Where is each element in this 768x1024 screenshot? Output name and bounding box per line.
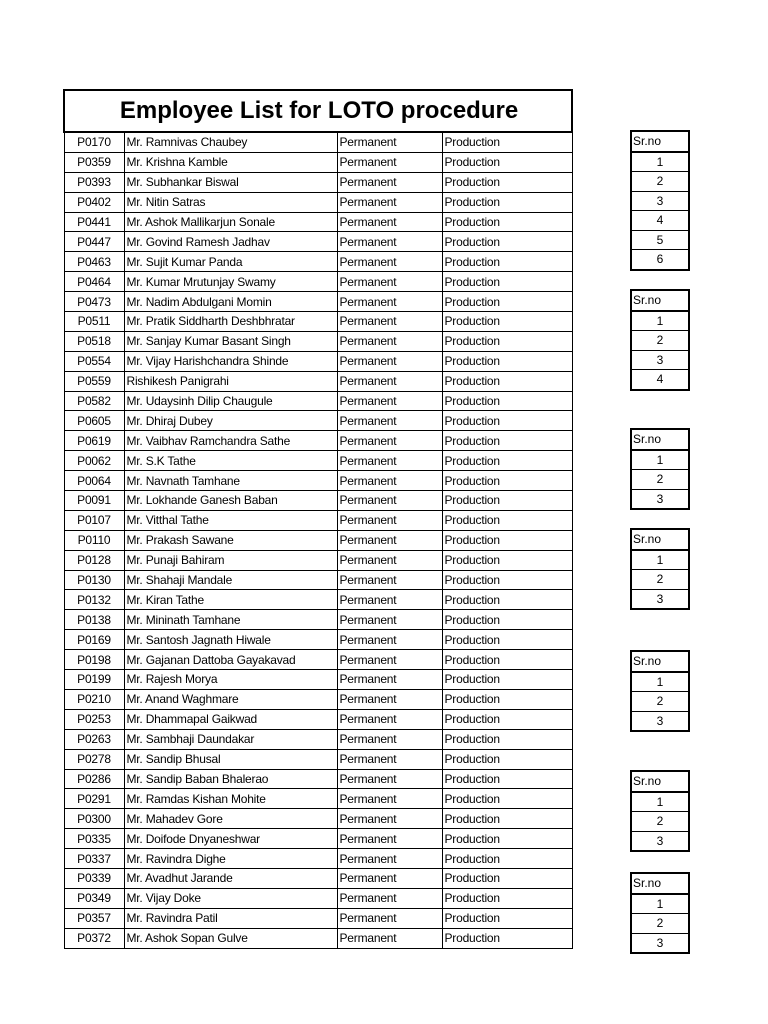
table-row — [64, 132, 572, 152]
employment-type: Permanent — [337, 292, 442, 312]
table-row — [64, 550, 572, 570]
employment-type: Permanent — [337, 908, 442, 928]
employment-type: Permanent — [337, 670, 442, 690]
employee-code: P0170 — [64, 132, 124, 152]
sr-value: 2 — [631, 470, 689, 490]
employee-name: Mr. Dhammapal Gaikwad — [124, 709, 337, 729]
employee-name: Mr. Pratik Siddharth Deshbhratar — [124, 312, 337, 332]
table-row — [64, 510, 572, 530]
employee-name: Mr. Navnath Tamhane — [124, 471, 337, 491]
employment-type: Permanent — [337, 172, 442, 192]
sr-header: Sr.no — [631, 529, 689, 550]
department: Production — [442, 749, 572, 769]
table-row — [64, 272, 572, 292]
employee-name: Mr. S.K Tathe — [124, 451, 337, 471]
employee-code: P0402 — [64, 192, 124, 212]
employee-code: P0372 — [64, 928, 124, 948]
employment-type: Permanent — [337, 729, 442, 749]
sr-table-5 — [630, 650, 690, 732]
table-row — [64, 292, 572, 312]
table-row — [64, 391, 572, 411]
department: Production — [442, 849, 572, 869]
department: Production — [442, 610, 572, 630]
employment-type: Permanent — [337, 471, 442, 491]
department: Production — [442, 132, 572, 152]
employee-code: P0064 — [64, 471, 124, 491]
department: Production — [442, 491, 572, 511]
table-row — [64, 192, 572, 212]
sr-value: 1 — [631, 450, 689, 470]
department: Production — [442, 590, 572, 610]
employment-type: Permanent — [337, 570, 442, 590]
sr-value: 2 — [631, 570, 689, 590]
employment-type: Permanent — [337, 809, 442, 829]
table-row — [64, 908, 572, 928]
employee-table — [63, 89, 573, 949]
table-row — [64, 829, 572, 849]
sr-value: 4 — [631, 211, 689, 231]
employee-name: Mr. Ravindra Dighe — [124, 849, 337, 869]
employee-code: P0210 — [64, 689, 124, 709]
employee-name: Mr. Sanjay Kumar Basant Singh — [124, 331, 337, 351]
department: Production — [442, 451, 572, 471]
sr-value: 3 — [631, 350, 689, 370]
department: Production — [442, 789, 572, 809]
department: Production — [442, 630, 572, 650]
table-row — [64, 590, 572, 610]
department: Production — [442, 471, 572, 491]
table-row — [64, 849, 572, 869]
employment-type: Permanent — [337, 152, 442, 172]
employee-code: P0169 — [64, 630, 124, 650]
department: Production — [442, 868, 572, 888]
employee-code: P0107 — [64, 510, 124, 530]
table-row — [64, 530, 572, 550]
department: Production — [442, 530, 572, 550]
employee-code: P0199 — [64, 670, 124, 690]
employee-name: Mr. Prakash Sawane — [124, 530, 337, 550]
employee-name: Mr. Vaibhav Ramchandra Sathe — [124, 431, 337, 451]
department: Production — [442, 232, 572, 252]
employment-type: Permanent — [337, 709, 442, 729]
employment-type: Permanent — [337, 849, 442, 869]
sr-value: 3 — [631, 933, 689, 953]
department: Production — [442, 351, 572, 371]
employee-name: Mr. Dhiraj Dubey — [124, 411, 337, 431]
sr-value: 3 — [631, 711, 689, 731]
employment-type: Permanent — [337, 590, 442, 610]
employee-name: Rishikesh Panigrahi — [124, 371, 337, 391]
employment-type: Permanent — [337, 868, 442, 888]
employee-name: Mr. Ramnivas Chaubey — [124, 132, 337, 152]
employee-code: P0128 — [64, 550, 124, 570]
sr-value: 6 — [631, 250, 689, 270]
employment-type: Permanent — [337, 510, 442, 530]
employment-type: Permanent — [337, 749, 442, 769]
employee-code: P0132 — [64, 590, 124, 610]
employee-name: Mr. Ravindra Patil — [124, 908, 337, 928]
employee-name: Mr. Subhankar Biswal — [124, 172, 337, 192]
employee-name: Mr. Kiran Tathe — [124, 590, 337, 610]
employee-code: P0291 — [64, 789, 124, 809]
employee-name: Mr. Doifode Dnyaneshwar — [124, 829, 337, 849]
department: Production — [442, 391, 572, 411]
employee-name: Mr. Nadim Abdulgani Momin — [124, 292, 337, 312]
employee-name: Mr. Sandip Bhusal — [124, 749, 337, 769]
employee-code: P0447 — [64, 232, 124, 252]
department: Production — [442, 411, 572, 431]
employee-code: P0359 — [64, 152, 124, 172]
employee-code: P0335 — [64, 829, 124, 849]
table-row — [64, 809, 572, 829]
department: Production — [442, 172, 572, 192]
table-row — [64, 749, 572, 769]
table-row — [64, 312, 572, 332]
table-row — [64, 451, 572, 471]
employee-code: P0286 — [64, 769, 124, 789]
table-row — [64, 331, 572, 351]
employment-type: Permanent — [337, 351, 442, 371]
employee-code: P0518 — [64, 331, 124, 351]
department: Production — [442, 152, 572, 172]
department: Production — [442, 928, 572, 948]
employee-name: Mr. Vijay Harishchandra Shinde — [124, 351, 337, 371]
department: Production — [442, 570, 572, 590]
table-row — [64, 868, 572, 888]
table-row — [64, 351, 572, 371]
employee-code: P0130 — [64, 570, 124, 590]
sr-value: 5 — [631, 230, 689, 250]
employee-code: P0091 — [64, 491, 124, 511]
employment-type: Permanent — [337, 391, 442, 411]
employee-code: P0511 — [64, 312, 124, 332]
employment-type: Permanent — [337, 610, 442, 630]
employee-name: Mr. Nitin Satras — [124, 192, 337, 212]
table-row — [64, 630, 572, 650]
employment-type: Permanent — [337, 212, 442, 232]
department: Production — [442, 331, 572, 351]
sr-header: Sr.no — [631, 771, 689, 792]
employee-code: P0198 — [64, 650, 124, 670]
sr-value: 2 — [631, 914, 689, 934]
employee-name: Mr. Ramdas Kishan Mohite — [124, 789, 337, 809]
department: Production — [442, 292, 572, 312]
department: Production — [442, 550, 572, 570]
department: Production — [442, 272, 572, 292]
table-row — [64, 491, 572, 511]
employee-code: P0464 — [64, 272, 124, 292]
employee-code: P0441 — [64, 212, 124, 232]
department: Production — [442, 908, 572, 928]
employment-type: Permanent — [337, 272, 442, 292]
department: Production — [442, 192, 572, 212]
employment-type: Permanent — [337, 689, 442, 709]
sr-value: 2 — [631, 812, 689, 832]
employee-name: Mr. Ashok Mallikarjun Sonale — [124, 212, 337, 232]
sr-header: Sr.no — [631, 873, 689, 894]
sr-value: 1 — [631, 311, 689, 331]
department: Production — [442, 689, 572, 709]
employee-code: P0138 — [64, 610, 124, 630]
employment-type: Permanent — [337, 550, 442, 570]
employee-name: Mr. Punaji Bahiram — [124, 550, 337, 570]
employment-type: Permanent — [337, 769, 442, 789]
table-row — [64, 789, 572, 809]
employee-code: P0393 — [64, 172, 124, 192]
sr-table-2 — [630, 289, 690, 391]
employee-name: Mr. Shahaji Mandale — [124, 570, 337, 590]
table-row — [64, 232, 572, 252]
sr-value: 1 — [631, 152, 689, 172]
table-row — [64, 709, 572, 729]
sr-value: 2 — [631, 692, 689, 712]
employee-code: P0110 — [64, 530, 124, 550]
employee-code: P0253 — [64, 709, 124, 729]
employee-code: P0473 — [64, 292, 124, 312]
employment-type: Permanent — [337, 331, 442, 351]
sr-value: 1 — [631, 894, 689, 914]
sr-header: Sr.no — [631, 290, 689, 311]
employee-code: P0559 — [64, 371, 124, 391]
department: Production — [442, 252, 572, 272]
sr-header: Sr.no — [631, 429, 689, 450]
department: Production — [442, 431, 572, 451]
table-row — [64, 888, 572, 908]
sr-value: 3 — [631, 589, 689, 609]
department: Production — [442, 888, 572, 908]
sr-table-7 — [630, 872, 690, 954]
sr-value: 4 — [631, 370, 689, 390]
table-row — [64, 152, 572, 172]
sr-value: 1 — [631, 672, 689, 692]
employment-type: Permanent — [337, 928, 442, 948]
employee-name: Mr. Mahadev Gore — [124, 809, 337, 829]
employee-name: Mr. Lokhande Ganesh Baban — [124, 491, 337, 511]
employee-name: Mr. Sandip Baban Bhalerao — [124, 769, 337, 789]
table-row — [64, 371, 572, 391]
employee-name: Mr. Mininath Tamhane — [124, 610, 337, 630]
employee-name: Mr. Udaysinh Dilip Chaugule — [124, 391, 337, 411]
employee-code: P0605 — [64, 411, 124, 431]
title-row — [64, 90, 572, 132]
employee-name: Mr. Sambhaji Daundakar — [124, 729, 337, 749]
department: Production — [442, 510, 572, 530]
employee-name: Mr. Santosh Jagnath Hiwale — [124, 630, 337, 650]
department: Production — [442, 729, 572, 749]
table-row — [64, 172, 572, 192]
employment-type: Permanent — [337, 888, 442, 908]
employee-code: P0463 — [64, 252, 124, 272]
employee-code: P0337 — [64, 849, 124, 869]
employee-code: P0554 — [64, 351, 124, 371]
sr-value: 1 — [631, 792, 689, 812]
employee-name: Mr. Ashok Sopan Gulve — [124, 928, 337, 948]
employment-type: Permanent — [337, 491, 442, 511]
sr-header: Sr.no — [631, 651, 689, 672]
sr-header: Sr.no — [631, 131, 689, 152]
employment-type: Permanent — [337, 451, 442, 471]
employee-code: P0300 — [64, 809, 124, 829]
employment-type: Permanent — [337, 789, 442, 809]
employee-name: Mr. Sujit Kumar Panda — [124, 252, 337, 272]
sr-value: 2 — [631, 331, 689, 351]
table-row — [64, 411, 572, 431]
table-row — [64, 769, 572, 789]
department: Production — [442, 371, 572, 391]
department: Production — [442, 670, 572, 690]
department: Production — [442, 709, 572, 729]
sr-value: 3 — [631, 831, 689, 851]
employment-type: Permanent — [337, 371, 442, 391]
department: Production — [442, 312, 572, 332]
table-row — [64, 928, 572, 948]
table-row — [64, 729, 572, 749]
department: Production — [442, 650, 572, 670]
department: Production — [442, 212, 572, 232]
employment-type: Permanent — [337, 431, 442, 451]
employee-name: Mr. Krishna Kamble — [124, 152, 337, 172]
table-row — [64, 689, 572, 709]
employee-code: P0278 — [64, 749, 124, 769]
table-row — [64, 212, 572, 232]
employment-type: Permanent — [337, 630, 442, 650]
employment-type: Permanent — [337, 530, 442, 550]
table-row — [64, 252, 572, 272]
sr-value: 3 — [631, 489, 689, 509]
employment-type: Permanent — [337, 829, 442, 849]
table-row — [64, 610, 572, 630]
table-row — [64, 431, 572, 451]
employee-code: P0339 — [64, 868, 124, 888]
employee-code: P0062 — [64, 451, 124, 471]
sr-value: 3 — [631, 191, 689, 211]
employment-type: Permanent — [337, 192, 442, 212]
employment-type: Permanent — [337, 650, 442, 670]
employee-name: Mr. Vitthal Tathe — [124, 510, 337, 530]
employee-name: Mr. Vijay Doke — [124, 888, 337, 908]
employee-name: Mr. Kumar Mrutunjay Swamy — [124, 272, 337, 292]
sr-value: 2 — [631, 172, 689, 192]
sr-table-3 — [630, 428, 690, 510]
sr-table-4 — [630, 528, 690, 610]
department: Production — [442, 809, 572, 829]
table-row — [64, 471, 572, 491]
employee-code: P0349 — [64, 888, 124, 908]
employee-code: P0357 — [64, 908, 124, 928]
employee-name: Mr. Rajesh Morya — [124, 670, 337, 690]
employee-name: Mr. Anand Waghmare — [124, 689, 337, 709]
sr-table-6 — [630, 770, 690, 852]
employment-type: Permanent — [337, 132, 442, 152]
table-row — [64, 650, 572, 670]
employment-type: Permanent — [337, 312, 442, 332]
sr-value: 1 — [631, 550, 689, 570]
employee-code: P0582 — [64, 391, 124, 411]
table-row — [64, 670, 572, 690]
employee-name: Mr. Avadhut Jarande — [124, 868, 337, 888]
table-row — [64, 570, 572, 590]
employee-name: Mr. Govind Ramesh Jadhav — [124, 232, 337, 252]
page-title: Employee List for LOTO procedure — [64, 90, 572, 132]
department: Production — [442, 769, 572, 789]
department: Production — [442, 829, 572, 849]
employment-type: Permanent — [337, 252, 442, 272]
employee-code: P0263 — [64, 729, 124, 749]
sr-table-1 — [630, 130, 690, 271]
employment-type: Permanent — [337, 411, 442, 431]
employment-type: Permanent — [337, 232, 442, 252]
employee-code: P0619 — [64, 431, 124, 451]
employee-name: Mr. Gajanan Dattoba Gayakavad — [124, 650, 337, 670]
